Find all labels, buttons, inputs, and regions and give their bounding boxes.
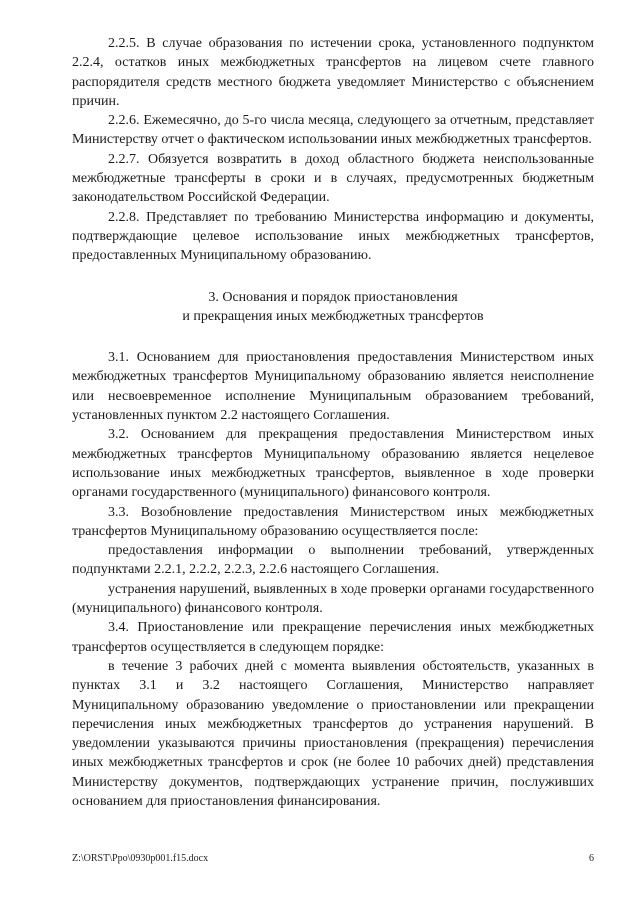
paragraph-3-4-item-1: в течение 3 рабочих дней с момента выявления обстоятельств, указанных в пунктах 3.1 и 3.2 настоящего Соглашения, Министерство направляет Муниципальному образованию уведомление о приостановлении или прекращении перечисления иных межбюджетных трансфертов до устранения нарушений. В уведомлении указываются причины приостановления (прекращения) перечисления иных межбюджетных трансфертов и срок (не более 10 рабочих дней) представления Министерству документов, подтверждающих устранение причин, послуживших основанием для приостановления финансирования. — [72, 658, 594, 809]
section-heading-line-2: и прекращения иных межбюджетных трансфертов — [182, 308, 484, 324]
document-page — [72, 34, 594, 811]
paragraph-3-3-item-2: устранения нарушений, выявленных в ходе проверки органами государственного (муниципального) финансового контроля. — [72, 581, 594, 617]
paragraph-2-2-6: 2.2.6. Ежемесячно, до 5-го числа месяца, следующего за отчетным, представляет Министерству отчет о фактическом использовании иных межбюджетных трансфертов. — [72, 113, 594, 148]
spacer — [72, 326, 594, 348]
paragraph-3-3-item-1: предоставления информации о выполнении требований, утвержденных подпунктами 2.2.1, 2.2.2, 2.2.3, 2.2.6 настоящего Соглашения. — [72, 543, 594, 578]
section-heading-line-1: 3. Основания и порядок приостановления — [208, 289, 458, 305]
footer-file-path: Z:\ORST\Ppo\0930p001.f15.docx — [72, 853, 209, 864]
paragraph-2-2-5: 2.2.5. В случае образования по истечении срока, установленного подпунктом 2.2.4, остатков иных межбюджетных трансфертов на лицевом счете главного распорядителя средств местного бюджета уведомляет Министерство с объяснением причин. — [72, 36, 594, 109]
paragraph-3-4: 3.4. Приостановление или прекращение перечисления иных межбюджетных трансфертов осуществляется в следующем порядке: — [72, 620, 594, 655]
paragraph-3-3: 3.3. Возобновление предоставления Министерством иных межбюджетных трансфертов Муниципальному образованию осуществляется после: — [72, 504, 594, 539]
page-footer — [72, 853, 594, 865]
paragraph-2-2-8: 2.2.8. Представляет по требованию Министерства информацию и документы, подтверждающие целевое использование иных межбюджетных трансфертов, предоставленных Муниципальному образованию. — [72, 209, 594, 264]
spacer — [72, 266, 594, 288]
paragraph-3-1: 3.1. Основанием для приостановления предоставления Министерством иных межбюджетных трансфертов Муниципальному образованию является неисполнение или несвоевременное исполнение Муниципальным образованием требований, установленных пунктом 2.2 настоящего Соглашения. — [72, 350, 594, 424]
paragraph-2-2-7: 2.2.7. Обязуется возвратить в доход областного бюджета неиспользованные межбюджетные трансферты в сроки и в случаях, предусмотренных бюджетным законодательством Российской Федерации. — [72, 151, 594, 206]
page-number: 6 — [589, 853, 594, 864]
paragraph-3-2: 3.2. Основанием для прекращения предоставления Министерством иных межбюджетных трансфертов Муниципальному образованию является нецелевое использование иных межбюджетных трансфертов, выявленное в ходе проверки органами государственного (муниципального) финансового контроля. — [72, 427, 594, 501]
